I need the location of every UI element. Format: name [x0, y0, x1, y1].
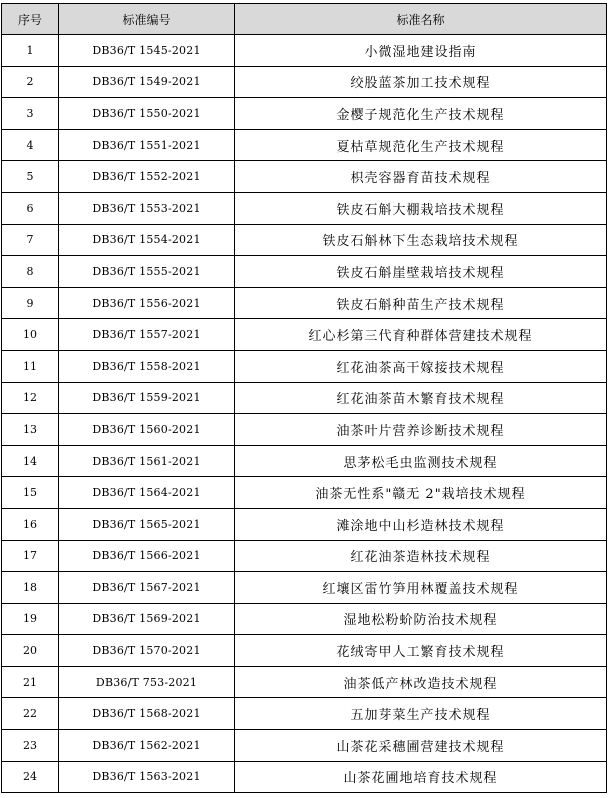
cell-standard-code: DB36/T 1567-2021 — [59, 572, 235, 604]
table-row — [2, 192, 607, 224]
table-row — [2, 508, 607, 540]
table-row — [2, 129, 607, 161]
cell-standard-name: 油茶叶片营养诊断技术规程 — [235, 414, 607, 446]
table-row — [2, 730, 607, 762]
cell-standard-code: DB36/T 753-2021 — [59, 666, 235, 698]
cell-seq-no: 2 — [2, 66, 59, 98]
cell-seq-no: 9 — [2, 287, 59, 319]
cell-standard-code: DB36/T 1566-2021 — [59, 540, 235, 572]
cell-standard-code: DB36/T 1561-2021 — [59, 445, 235, 477]
cell-seq-no: 5 — [2, 161, 59, 193]
cell-seq-no: 17 — [2, 540, 59, 572]
cell-seq-no: 16 — [2, 508, 59, 540]
table-row — [2, 761, 607, 793]
cell-standard-name: 铁皮石斛大棚栽培技术规程 — [235, 192, 607, 224]
cell-standard-code: DB36/T 1560-2021 — [59, 414, 235, 446]
cell-seq-no: 20 — [2, 635, 59, 667]
cell-standard-code: DB36/T 1562-2021 — [59, 730, 235, 762]
cell-standard-name: 绞股蓝茶加工技术规程 — [235, 66, 607, 98]
cell-seq-no: 23 — [2, 730, 59, 762]
cell-standard-name: 红壤区雷竹笋用林覆盖技术规程 — [235, 572, 607, 604]
table-row — [2, 161, 607, 193]
cell-standard-name: 花绒寄甲人工繁育技术规程 — [235, 635, 607, 667]
cell-standard-code: DB36/T 1570-2021 — [59, 635, 235, 667]
cell-standard-code: DB36/T 1568-2021 — [59, 698, 235, 730]
table-row — [2, 666, 607, 698]
table-row — [2, 603, 607, 635]
table-header-row — [2, 4, 607, 35]
header-standard-code: 标准编号 — [59, 4, 235, 35]
cell-seq-no: 6 — [2, 192, 59, 224]
table-row — [2, 414, 607, 446]
cell-standard-name: 红花油茶苗木繁育技术规程 — [235, 382, 607, 414]
table-row — [2, 98, 607, 130]
table-row — [2, 698, 607, 730]
cell-standard-code: DB36/T 1569-2021 — [59, 603, 235, 635]
table-row — [2, 319, 607, 351]
cell-standard-name: 山茶花采穗圃营建技术规程 — [235, 730, 607, 762]
cell-standard-name: 小微湿地建设指南 — [235, 35, 607, 67]
cell-seq-no: 15 — [2, 477, 59, 509]
cell-standard-name: 夏枯草规范化生产技术规程 — [235, 129, 607, 161]
cell-seq-no: 14 — [2, 445, 59, 477]
cell-standard-name: 红心杉第三代育种群体营建技术规程 — [235, 319, 607, 351]
table-row — [2, 224, 607, 256]
cell-standard-code: DB36/T 1555-2021 — [59, 256, 235, 288]
cell-seq-no: 3 — [2, 98, 59, 130]
cell-standard-code: DB36/T 1552-2021 — [59, 161, 235, 193]
cell-seq-no: 8 — [2, 256, 59, 288]
table-row — [2, 256, 607, 288]
table-row — [2, 350, 607, 382]
cell-standard-name: 枳壳容器育苗技术规程 — [235, 161, 607, 193]
table-row — [2, 572, 607, 604]
cell-seq-no: 19 — [2, 603, 59, 635]
cell-standard-code: DB36/T 1554-2021 — [59, 224, 235, 256]
cell-standard-code: DB36/T 1564-2021 — [59, 477, 235, 509]
cell-standard-name: 湿地松粉蚧防治技术规程 — [235, 603, 607, 635]
table-row — [2, 477, 607, 509]
cell-seq-no: 12 — [2, 382, 59, 414]
cell-standard-name: 油茶无性系"赣无 2"栽培技术规程 — [235, 477, 607, 509]
cell-standard-code: DB36/T 1565-2021 — [59, 508, 235, 540]
cell-standard-code: DB36/T 1558-2021 — [59, 350, 235, 382]
cell-seq-no: 11 — [2, 350, 59, 382]
cell-standard-code: DB36/T 1553-2021 — [59, 192, 235, 224]
cell-standard-name: 思茅松毛虫监测技术规程 — [235, 445, 607, 477]
cell-standard-code: DB36/T 1550-2021 — [59, 98, 235, 130]
cell-standard-name: 滩涂地中山杉造林技术规程 — [235, 508, 607, 540]
cell-standard-name: 铁皮石斛林下生态栽培技术规程 — [235, 224, 607, 256]
table-row — [2, 635, 607, 667]
table-row — [2, 66, 607, 98]
cell-standard-code: DB36/T 1551-2021 — [59, 129, 235, 161]
cell-standard-code: DB36/T 1556-2021 — [59, 287, 235, 319]
cell-standard-name: 油茶低产林改造技术规程 — [235, 666, 607, 698]
cell-standard-code: DB36/T 1545-2021 — [59, 35, 235, 67]
standards-table — [1, 3, 607, 793]
cell-seq-no: 24 — [2, 761, 59, 793]
cell-standard-name: 山茶花圃地培育技术规程 — [235, 761, 607, 793]
table-row — [2, 382, 607, 414]
table-row — [2, 540, 607, 572]
cell-standard-code: DB36/T 1557-2021 — [59, 319, 235, 351]
cell-standard-code: DB36/T 1563-2021 — [59, 761, 235, 793]
table-body — [2, 35, 607, 793]
table-row — [2, 445, 607, 477]
table-row — [2, 287, 607, 319]
cell-seq-no: 1 — [2, 35, 59, 67]
cell-seq-no: 22 — [2, 698, 59, 730]
cell-standard-name: 五加芽菜生产技术规程 — [235, 698, 607, 730]
cell-seq-no: 4 — [2, 129, 59, 161]
header-seq-no: 序号 — [2, 4, 59, 35]
cell-seq-no: 10 — [2, 319, 59, 351]
header-standard-name: 标准名称 — [235, 4, 607, 35]
cell-seq-no: 7 — [2, 224, 59, 256]
cell-seq-no: 21 — [2, 666, 59, 698]
cell-seq-no: 13 — [2, 414, 59, 446]
cell-standard-code: DB36/T 1559-2021 — [59, 382, 235, 414]
cell-standard-code: DB36/T 1549-2021 — [59, 66, 235, 98]
table-row — [2, 35, 607, 67]
cell-standard-name: 金樱子规范化生产技术规程 — [235, 98, 607, 130]
cell-standard-name: 铁皮石斛崖壁栽培技术规程 — [235, 256, 607, 288]
cell-seq-no: 18 — [2, 572, 59, 604]
cell-standard-name: 铁皮石斛种苗生产技术规程 — [235, 287, 607, 319]
cell-standard-name: 红花油茶造林技术规程 — [235, 540, 607, 572]
cell-standard-name: 红花油茶高干嫁接技术规程 — [235, 350, 607, 382]
